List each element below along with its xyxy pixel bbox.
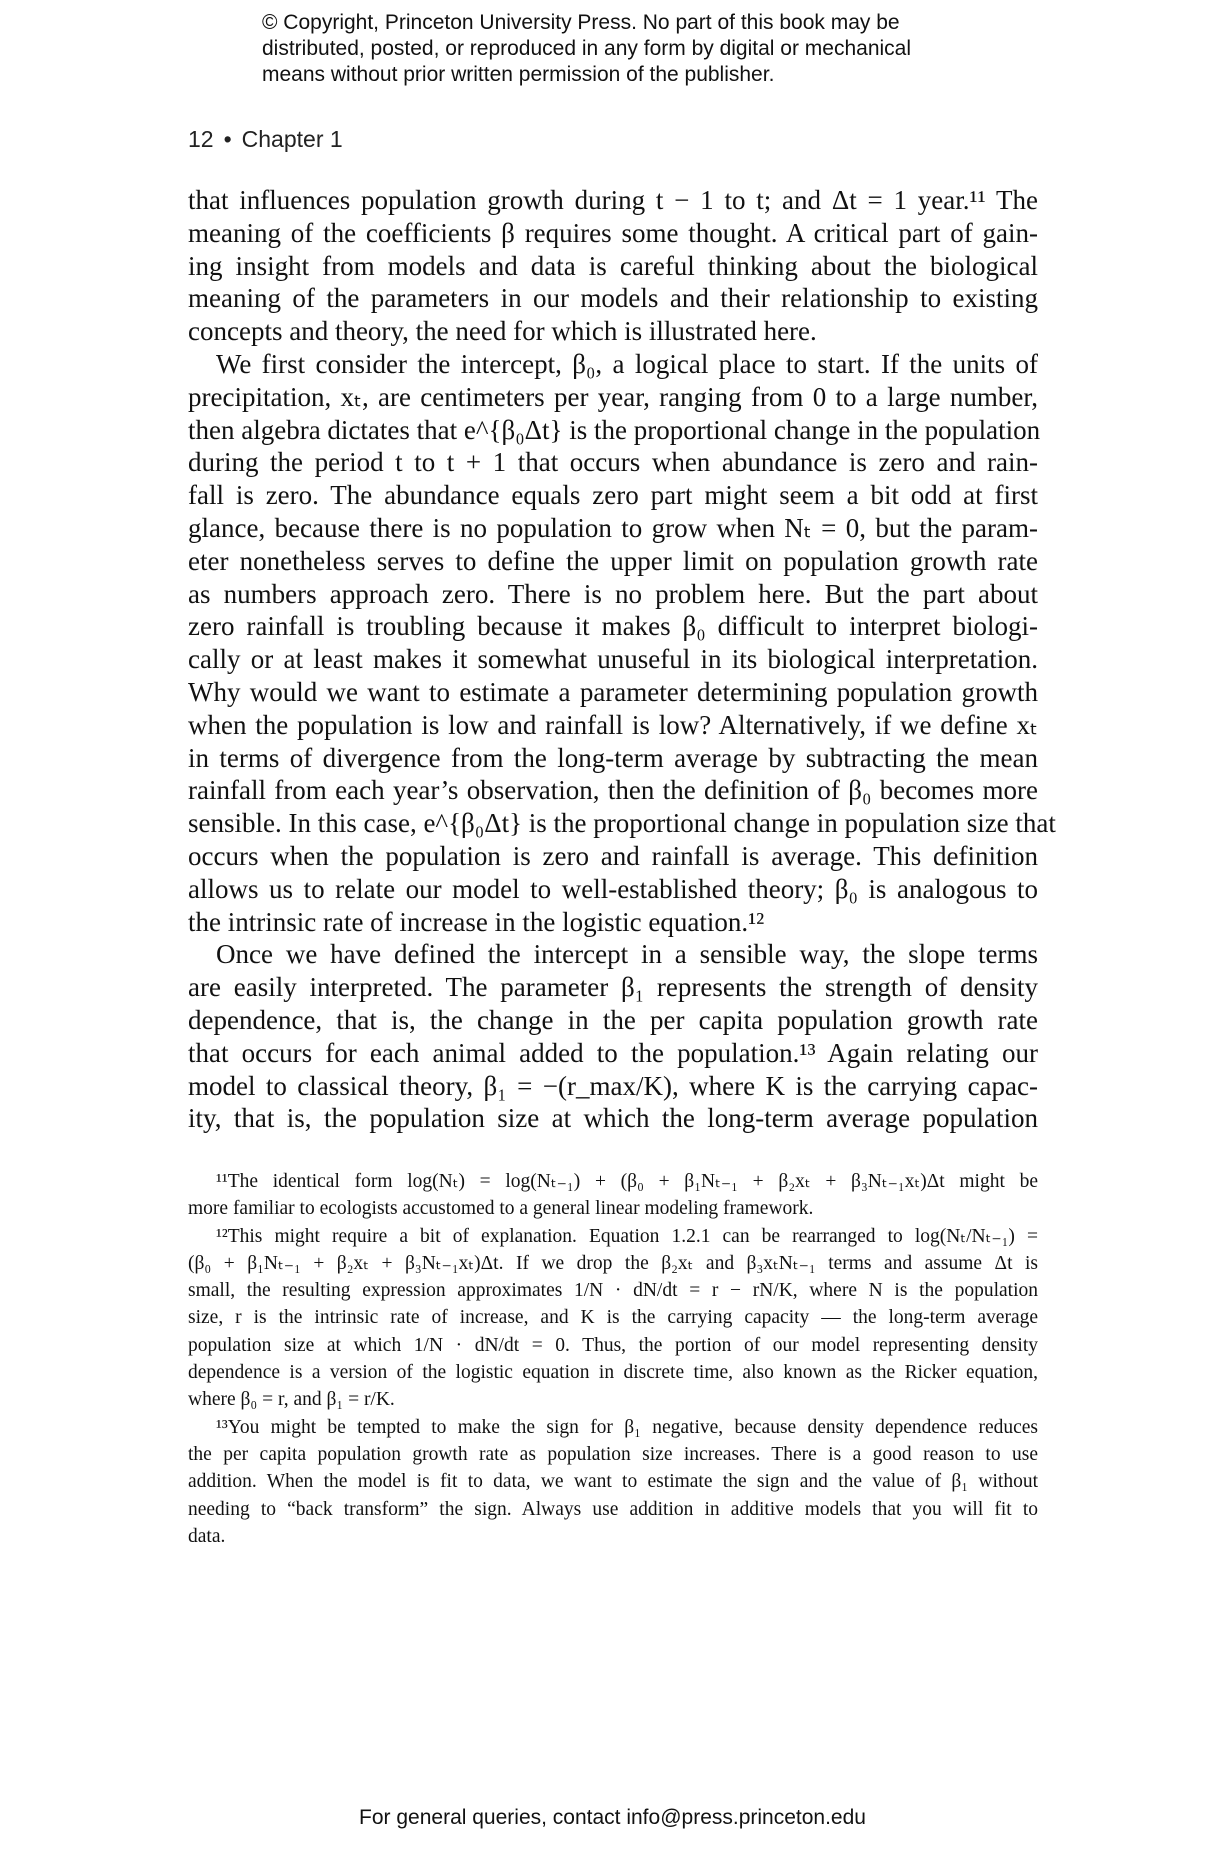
main-body-text	[188, 184, 1056, 1135]
footer-contact: For general queries, contact info@press.princeton.edu	[359, 1806, 866, 1829]
footnote-line: addition. When the model is fit to data, we want to estimate the sign and the value of β₁ without	[188, 1471, 1038, 1493]
body-line: model to classical theory, β₁ = −(r_max/K), where K is the carrying capac-	[188, 1070, 1038, 1101]
copyright-notice	[262, 10, 962, 88]
body-line: zero rainfall is troubling because it makes β₀ difficult to interpret biologi-	[188, 611, 1038, 642]
footnote-line: (β₀ + β₁Nₜ₋₁ + β₂xₜ + β₃Nₜ₋₁xₜ)Δt. If we drop the β₂xₜ and β₃xₜNₜ₋₁ terms and assume Δt is	[188, 1252, 1038, 1274]
footnote-line: more familiar to ecologists accustomed to a general linear modeling framework.	[188, 1198, 814, 1220]
body-line: rainfall from each year’s observation, then the definition of β₀ becomes more	[188, 775, 1038, 806]
footnote-line: ¹²This might require a bit of explanation. Equation 1.2.1 can be rearranged to log(Nₜ/Nₜ₋₁) =	[216, 1225, 1038, 1247]
body-line: meaning of the parameters in our models and their relationship to existing	[188, 283, 1038, 314]
body-line: ing insight from models and data is careful thinking about the biological	[188, 250, 1038, 281]
footnote-line: needing to “back transform” the sign. Always use addition in additive models that you will fit to	[188, 1498, 1038, 1520]
body-line: fall is zero. The abundance equals zero part might seem a bit odd at first	[188, 480, 1038, 511]
chapter-label: Chapter 1	[241, 126, 343, 152]
copyright-line-3: means without prior written permission of the publisher.	[262, 63, 775, 86]
footnote-line: ¹¹The identical form log(Nₜ) = log(Nₜ₋₁) + (β₀ + β₁Nₜ₋₁ + β₂xₜ + β₃Nₜ₋₁xₜ)Δt might be	[216, 1171, 1038, 1192]
body-line: as numbers approach zero. There is no problem here. But the part about	[188, 578, 1038, 609]
copyright-line-1: © Copyright, Princeton University Press. No part of this book may be	[262, 11, 900, 34]
body-line: that influences population growth during t − 1 to t; and Δt = 1 year.¹¹ The	[188, 185, 1038, 215]
footnote-line: small, the resulting expression approximates 1/N · dN/dt = r − rN/K, where N is the population	[188, 1280, 1038, 1302]
running-head	[188, 126, 343, 153]
body-line: precipitation, xₜ, are centimeters per year, ranging from 0 to a large number,	[188, 381, 1038, 412]
body-line: the intrinsic rate of increase in the logistic equation.¹²	[188, 906, 765, 937]
footnote-line: the per capita population growth rate as population size increases. There is a good reason to use	[188, 1443, 1038, 1465]
body-line: are easily interpreted. The parameter β₁ represents the strength of density	[188, 972, 1038, 1003]
body-line: glance, because there is no population to grow when Nₜ = 0, but the param-	[188, 512, 1038, 543]
body-line: Once we have defined the intercept in a sensible way, the slope terms	[216, 939, 1038, 970]
body-line: dependence, that is, the change in the per capita population growth rate	[188, 1004, 1038, 1035]
body-line: concepts and theory, the need for which is illustrated here.	[188, 316, 817, 347]
body-line: that occurs for each animal added to the population.¹³ Again relating our	[188, 1037, 1038, 1068]
body-line: then algebra dictates that e^{β₀Δt} is the proportional change in the population	[188, 414, 1041, 445]
body-line: We first consider the intercept, β₀, a logical place to start. If the units of	[216, 348, 1038, 379]
body-line: ity, that is, the population size at which the long-term average population	[188, 1103, 1038, 1134]
body-line: meaning of the coefficients β requires some thought. A critical part of gain-	[188, 217, 1038, 248]
bullet-separator: •	[223, 126, 232, 152]
footnote-line: where β₀ = r, and β₁ = r/K.	[188, 1389, 395, 1411]
copyright-line-2: distributed, posted, or reproduced in any form by digital or mechanical	[262, 37, 912, 60]
body-line: occurs when the population is zero and rainfall is average. This definition	[188, 840, 1038, 871]
body-line: cally or at least makes it somewhat unuseful in its biological interpretation.	[188, 644, 1038, 675]
footnote-line: dependence is a version of the logistic equation in discrete time, also known as the Ricker equation,	[188, 1362, 1038, 1384]
page-number: 12	[188, 126, 214, 152]
body-line: during the period t to t + 1 that occurs when abundance is zero and rain-	[188, 447, 1038, 478]
footnote-line: data.	[188, 1525, 226, 1547]
body-line: eter nonetheless serves to define the upper limit on population growth rate	[188, 545, 1038, 576]
body-line: allows us to relate our model to well-established theory; β₀ is analogous to	[188, 873, 1038, 904]
footnote-line: population size at which 1/N · dN/dt = 0. Thus, the portion of our model representing density	[188, 1334, 1038, 1356]
body-line: when the population is low and rainfall is low? Alternatively, if we define xₜ	[188, 709, 1038, 740]
body-line: sensible. In this case, e^{β₀Δt} is the proportional change in population size that	[188, 808, 1056, 839]
body-line: in terms of divergence from the long-term average by subtracting the mean	[188, 742, 1038, 773]
footnote-line: size, r is the intrinsic rate of increase, and K is the carrying capacity — the long-term average	[188, 1307, 1038, 1329]
body-line: Why would we want to estimate a parameter determining population growth	[188, 676, 1038, 707]
footnote-line: ¹³You might be tempted to make the sign for β₁ negative, because density dependence reduces	[216, 1416, 1038, 1438]
footnotes	[188, 1168, 1038, 1550]
